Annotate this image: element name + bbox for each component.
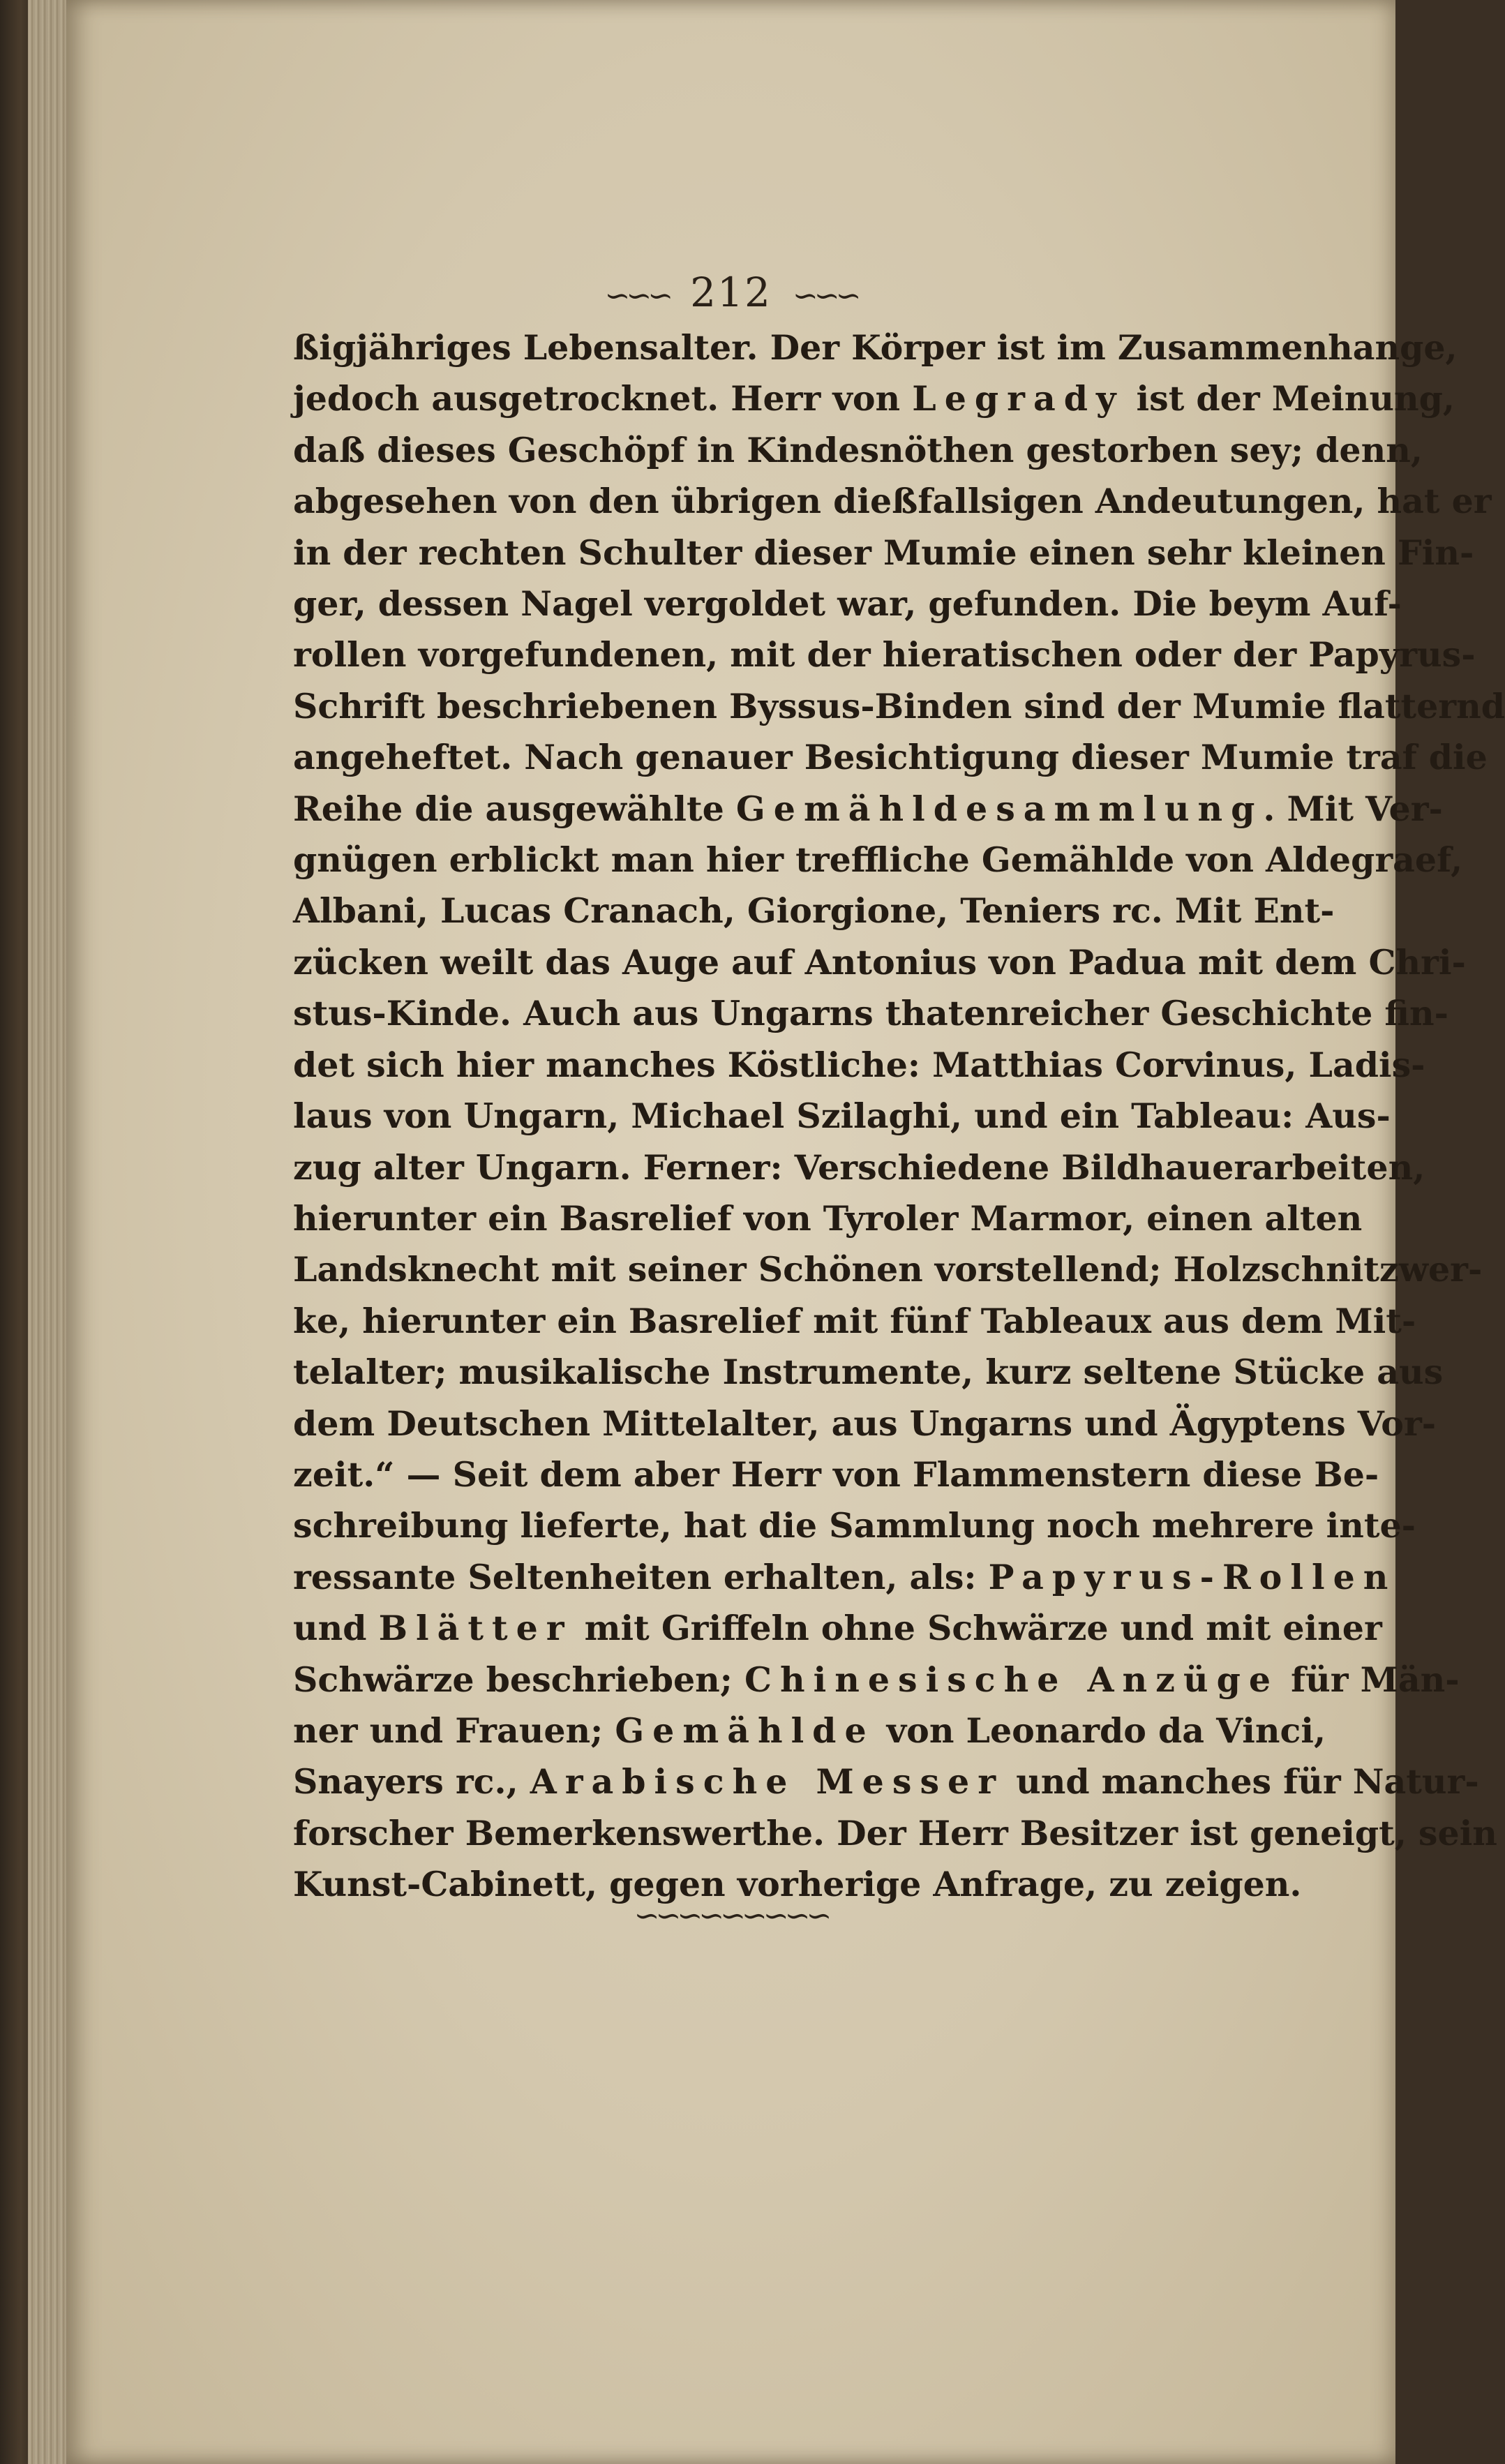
text-line-last: Kunst-Cabinett, gegen vorherige Anfrage, zu zeigen. xyxy=(293,1864,1302,1905)
text-line: telalter; musikalische Instrumente, kurz seltene Stücke aus xyxy=(293,1352,1444,1393)
spaced-name: Legrady xyxy=(912,378,1125,419)
text-line xyxy=(293,1705,1326,1756)
page-header xyxy=(66,269,1395,316)
text-line: abgesehen von den übrigen dießfallsigen Andeutungen, hat er xyxy=(293,481,1492,522)
text-line: dem Deutschen Mittelalter, aus Ungarns und Ägyptens Vor- xyxy=(293,1403,1437,1444)
text-segment: . Mit Ver- xyxy=(1263,788,1443,829)
text-line xyxy=(293,784,1443,835)
text-line xyxy=(293,1655,1460,1705)
text-segment: ist der Meinung, xyxy=(1124,378,1455,419)
text-line: Landsknecht mit seiner Schönen vorstellend; Holzschnitzwer- xyxy=(293,1249,1483,1290)
text-segment: und xyxy=(293,1608,379,1649)
text-segment: mit Griffeln ohne Schwärze und mit einer xyxy=(572,1608,1382,1649)
text-segment: von Leonardo da Vinci, xyxy=(874,1710,1326,1751)
text-line xyxy=(293,1756,1479,1807)
spaced-term: Chinesische Anzüge xyxy=(744,1659,1280,1700)
text-segment: ner und Frauen; xyxy=(293,1710,615,1751)
text-line: Albani, Lucas Cranach, Giorgione, Teniers rc. Mit Ent- xyxy=(293,890,1335,932)
spaced-term: Gemähldesammlung xyxy=(735,788,1264,829)
text-line: zücken weilt das Auge auf Antonius von Padua mit dem Chri- xyxy=(293,941,1466,983)
text-line: rollen vorgefundenen, mit der hieratischen oder der Papyrus- xyxy=(293,634,1476,675)
text-line: laus von Ungarn, Michael Szilaghi, und ein Tableau: Aus- xyxy=(293,1096,1391,1137)
text-line: zeit.“ — Seit dem aber Herr von Flammenstern diese Be- xyxy=(293,1454,1379,1495)
text-line: angeheftet. Nach genauer Besichtigung dieser Mumie traf die xyxy=(293,737,1488,778)
text-line: ke, hierunter ein Basrelief mit fünf Tableaux aus dem Mit- xyxy=(293,1300,1416,1341)
spaced-term: Gemählde xyxy=(615,1710,875,1751)
header-ornament-left: ∽∽∽ xyxy=(604,278,670,314)
spaced-term: Arabische Messer xyxy=(530,1761,1005,1802)
text-line xyxy=(293,373,1455,424)
text-segment: Reihe die ausgewählte xyxy=(293,788,736,829)
footer-ornament: ∽∽∽∽∽∽∽∽∽ xyxy=(634,1898,828,1934)
text-segment: Snayers rc., xyxy=(293,1761,530,1802)
text-line: ger, dessen Nagel vergoldet war, gefunden. Die beym Auf- xyxy=(293,583,1402,625)
text-line: zug alter Ungarn. Ferner: Verschiedene Bildhauerarbeiten, xyxy=(293,1147,1425,1188)
header-ornament-right: ∽∽∽ xyxy=(792,278,858,314)
page-body-text xyxy=(293,322,1505,1911)
text-segment: ressante Seltenheiten erhalten, als: xyxy=(293,1556,989,1597)
text-line: forscher Bemerkenswerthe. Der Herr Besitzer ist geneigt, sein xyxy=(293,1812,1497,1853)
text-line: Schrift beschriebenen Byssus-Binden sind der Mumie flatternd xyxy=(293,685,1505,726)
text-line xyxy=(293,1603,1382,1654)
spaced-term: Papyrus-Rollen xyxy=(988,1556,1397,1597)
text-line xyxy=(293,1552,1397,1603)
text-line: stus-Kinde. Auch aus Ungarns thatenreicher Geschichte fin- xyxy=(293,993,1448,1034)
text-line: daß dieses Geschöpf in Kindesnöthen gestorben sey; denn, xyxy=(293,429,1423,470)
text-segment: jedoch ausgetrocknet. Herr von xyxy=(293,378,913,419)
spaced-term: Blätter xyxy=(378,1608,573,1649)
text-line: schreibung lieferte, hat die Sammlung noch mehrere inte- xyxy=(293,1505,1416,1546)
text-line: gnügen erblickt man hier treffliche Gemählde von Aldegraef, xyxy=(293,839,1463,881)
text-line: det sich hier manches Köstliche: Matthias Corvinus, Ladis- xyxy=(293,1044,1425,1085)
text-line: in der rechten Schulter dieser Mumie einen sehr kleinen Fin- xyxy=(293,532,1474,573)
text-segment: und manches für Natur- xyxy=(1004,1761,1479,1802)
text-line: ßigjähriges Lebensalter. Der Körper ist im Zusammenhange, xyxy=(293,327,1458,368)
page-number: 212 xyxy=(690,269,772,316)
text-segment: Schwärze beschrieben; xyxy=(293,1659,744,1700)
text-segment: für Män- xyxy=(1279,1659,1460,1700)
text-line: hierunter ein Basrelief von Tyroler Marmor, einen alten xyxy=(293,1197,1363,1239)
